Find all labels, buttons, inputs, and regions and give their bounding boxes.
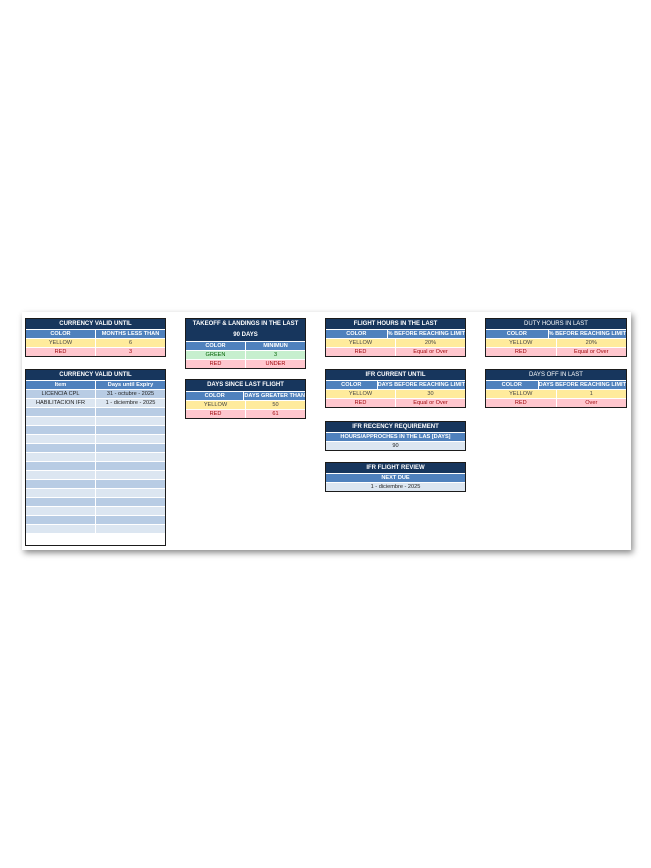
- table-row: [26, 524, 165, 533]
- table-row: [326, 347, 465, 356]
- table-cell[interactable]: UNDER: [245, 359, 305, 368]
- column-header: HOURS/APPROCHES IN THE LAS [DAYS]: [326, 432, 465, 441]
- table-cell[interactable]: 31 - octubre - 2025: [95, 389, 165, 398]
- table-row: [26, 407, 165, 416]
- table-row: [26, 488, 165, 497]
- table-row: [186, 359, 305, 368]
- table-cell[interactable]: 61: [245, 409, 305, 418]
- duty-hours-table: [485, 318, 627, 357]
- table-cell[interactable]: [95, 443, 165, 452]
- table-cell[interactable]: [95, 479, 165, 488]
- table-cell[interactable]: [26, 506, 95, 515]
- table-row: [26, 416, 165, 425]
- table-cell[interactable]: RED: [486, 347, 556, 356]
- table-cell[interactable]: RED: [186, 359, 245, 368]
- table-cell[interactable]: RED: [186, 409, 245, 418]
- ifr-review-table: [325, 462, 466, 492]
- table-row: [186, 400, 305, 409]
- table-cell[interactable]: [26, 407, 95, 416]
- days-since-flight-table: [185, 379, 306, 419]
- table-cell[interactable]: 3: [95, 347, 165, 356]
- table-cell[interactable]: [26, 443, 95, 452]
- table-row: [486, 398, 626, 407]
- table-cell[interactable]: [26, 416, 95, 425]
- table-cell[interactable]: YELLOW: [486, 338, 556, 347]
- table-cell[interactable]: GREEN: [186, 350, 245, 359]
- column-header: DAYS GREATER THAN: [244, 393, 305, 399]
- flight-hours-table: [325, 318, 466, 357]
- table-cell[interactable]: YELLOW: [326, 389, 395, 398]
- currency-items-table: [25, 369, 166, 546]
- table-cell[interactable]: LICENCIA CPL: [26, 389, 95, 398]
- table-cell[interactable]: 1: [556, 389, 627, 398]
- column-header: COLOR: [326, 329, 387, 338]
- table-cell[interactable]: [26, 425, 95, 434]
- column-header: DAYS BEFORE REACHING LIMIT: [377, 382, 465, 388]
- table-cell[interactable]: [26, 470, 95, 479]
- table-cell[interactable]: [95, 434, 165, 443]
- table-cell[interactable]: 50: [245, 400, 305, 409]
- table-title: CURRENCY VALID UNTIL: [26, 370, 165, 380]
- table-cell[interactable]: [26, 434, 95, 443]
- table-row: [26, 506, 165, 515]
- table-row: [26, 425, 165, 434]
- table-row: [26, 398, 165, 407]
- table-row: [326, 398, 465, 407]
- table-title: CURRENCY VALID UNTIL: [26, 319, 165, 329]
- table-title: IFR CURRENT UNTIL: [326, 370, 465, 380]
- table-cell[interactable]: [26, 479, 95, 488]
- column-header: MONTHS LESS THAN: [95, 329, 165, 338]
- table-cell[interactable]: 1 - diciembre - 2025: [95, 398, 165, 407]
- table-row: [26, 479, 165, 488]
- table-row: [26, 347, 165, 356]
- column-header: COLOR: [186, 341, 245, 350]
- table-cell[interactable]: 1 - diciembre - 2025: [326, 482, 465, 491]
- table-cell[interactable]: [95, 425, 165, 434]
- table-cell[interactable]: YELLOW: [26, 338, 95, 347]
- table-cell[interactable]: [95, 416, 165, 425]
- column-header: Item: [26, 380, 95, 389]
- table-cell[interactable]: RED: [486, 398, 556, 407]
- table-row: [326, 338, 465, 347]
- table-cell[interactable]: [26, 488, 95, 497]
- table-cell[interactable]: [26, 524, 95, 533]
- table-row: [26, 434, 165, 443]
- currency-threshold-table: [25, 318, 166, 357]
- spreadsheet-page: [22, 312, 631, 550]
- table-cell[interactable]: [26, 452, 95, 461]
- table-cell[interactable]: HABILITACION IFR: [26, 398, 95, 407]
- takeoff-landings-table: [185, 318, 306, 369]
- table-row: [486, 347, 626, 356]
- table-row: [326, 441, 465, 450]
- table-cell[interactable]: [95, 470, 165, 479]
- table-cell[interactable]: [95, 461, 165, 470]
- days-off-table: [485, 369, 627, 408]
- table-cell[interactable]: [26, 497, 95, 506]
- table-title: FLIGHT HOURS IN THE LAST: [326, 319, 465, 329]
- table-cell[interactable]: [95, 515, 165, 524]
- table-row: [26, 515, 165, 524]
- table-cell[interactable]: YELLOW: [326, 338, 395, 347]
- table-row: [26, 338, 165, 347]
- column-header: COLOR: [26, 329, 95, 338]
- table-cell[interactable]: [26, 515, 95, 524]
- column-header: NEXT DUE: [326, 473, 465, 482]
- table-title: DAYS OFF IN LAST: [486, 370, 626, 380]
- column-header: DAYS BEFORE REACHING LIMIT: [538, 382, 626, 388]
- table-subtitle: 90 DAYS: [186, 330, 305, 341]
- table-cell[interactable]: RED: [326, 347, 395, 356]
- table-row: [26, 443, 165, 452]
- ifr-recency-table: [325, 421, 466, 451]
- table-row: [26, 497, 165, 506]
- table-row: [186, 409, 305, 418]
- table-title: IFR RECENCY REQUIREMENT: [326, 422, 465, 432]
- column-header: % BEFORE REACHING LIMIT: [387, 331, 465, 337]
- table-cell[interactable]: [95, 524, 165, 533]
- table-cell[interactable]: 3: [245, 350, 305, 359]
- table-cell[interactable]: 20%: [556, 338, 627, 347]
- table-cell[interactable]: Equal or Over: [556, 347, 627, 356]
- column-header: Days until Expiry: [95, 380, 165, 389]
- table-row: [26, 452, 165, 461]
- table-cell[interactable]: 20%: [395, 338, 465, 347]
- table-row: [186, 350, 305, 359]
- column-header: MINIMUN: [245, 341, 305, 350]
- column-header: COLOR: [186, 391, 243, 400]
- table-row: [26, 470, 165, 479]
- table-cell[interactable]: [95, 488, 165, 497]
- column-header: COLOR: [326, 380, 377, 389]
- table-cell[interactable]: Over: [556, 398, 627, 407]
- table-cell[interactable]: RED: [26, 347, 95, 356]
- table-cell[interactable]: [95, 506, 165, 515]
- table-cell[interactable]: 6: [95, 338, 165, 347]
- table-cell[interactable]: 30: [395, 389, 465, 398]
- ifr-current-table: [325, 369, 466, 408]
- table-cell[interactable]: YELLOW: [486, 389, 556, 398]
- table-cell[interactable]: [95, 497, 165, 506]
- table-row: [326, 482, 465, 491]
- table-cell[interactable]: RED: [326, 398, 395, 407]
- table-cell[interactable]: YELLOW: [186, 400, 245, 409]
- table-title: TAKEOFF & LANDINGS IN THE LAST: [186, 319, 305, 330]
- table-cell[interactable]: [95, 407, 165, 416]
- table-row: [486, 389, 626, 398]
- table-row: [26, 389, 165, 398]
- table-row: [486, 338, 626, 347]
- table-title: IFR FLIGHT REVIEW: [326, 463, 465, 473]
- table-cell[interactable]: Equal or Over: [395, 398, 465, 407]
- table-cell[interactable]: [26, 461, 95, 470]
- table-cell[interactable]: [95, 452, 165, 461]
- table-row: [26, 461, 165, 470]
- table-row: [326, 389, 465, 398]
- column-header: % BEFORE REACHING LIMIT: [548, 331, 626, 337]
- table-title: DAYS SINCE LAST FLIGHT: [186, 380, 305, 391]
- table-cell[interactable]: Equal or Over: [395, 347, 465, 356]
- column-header: COLOR: [486, 329, 548, 338]
- table-title: DUTY HOURS IN LAST: [486, 319, 626, 329]
- table-cell[interactable]: 90: [326, 441, 465, 450]
- column-header: COLOR: [486, 380, 538, 389]
